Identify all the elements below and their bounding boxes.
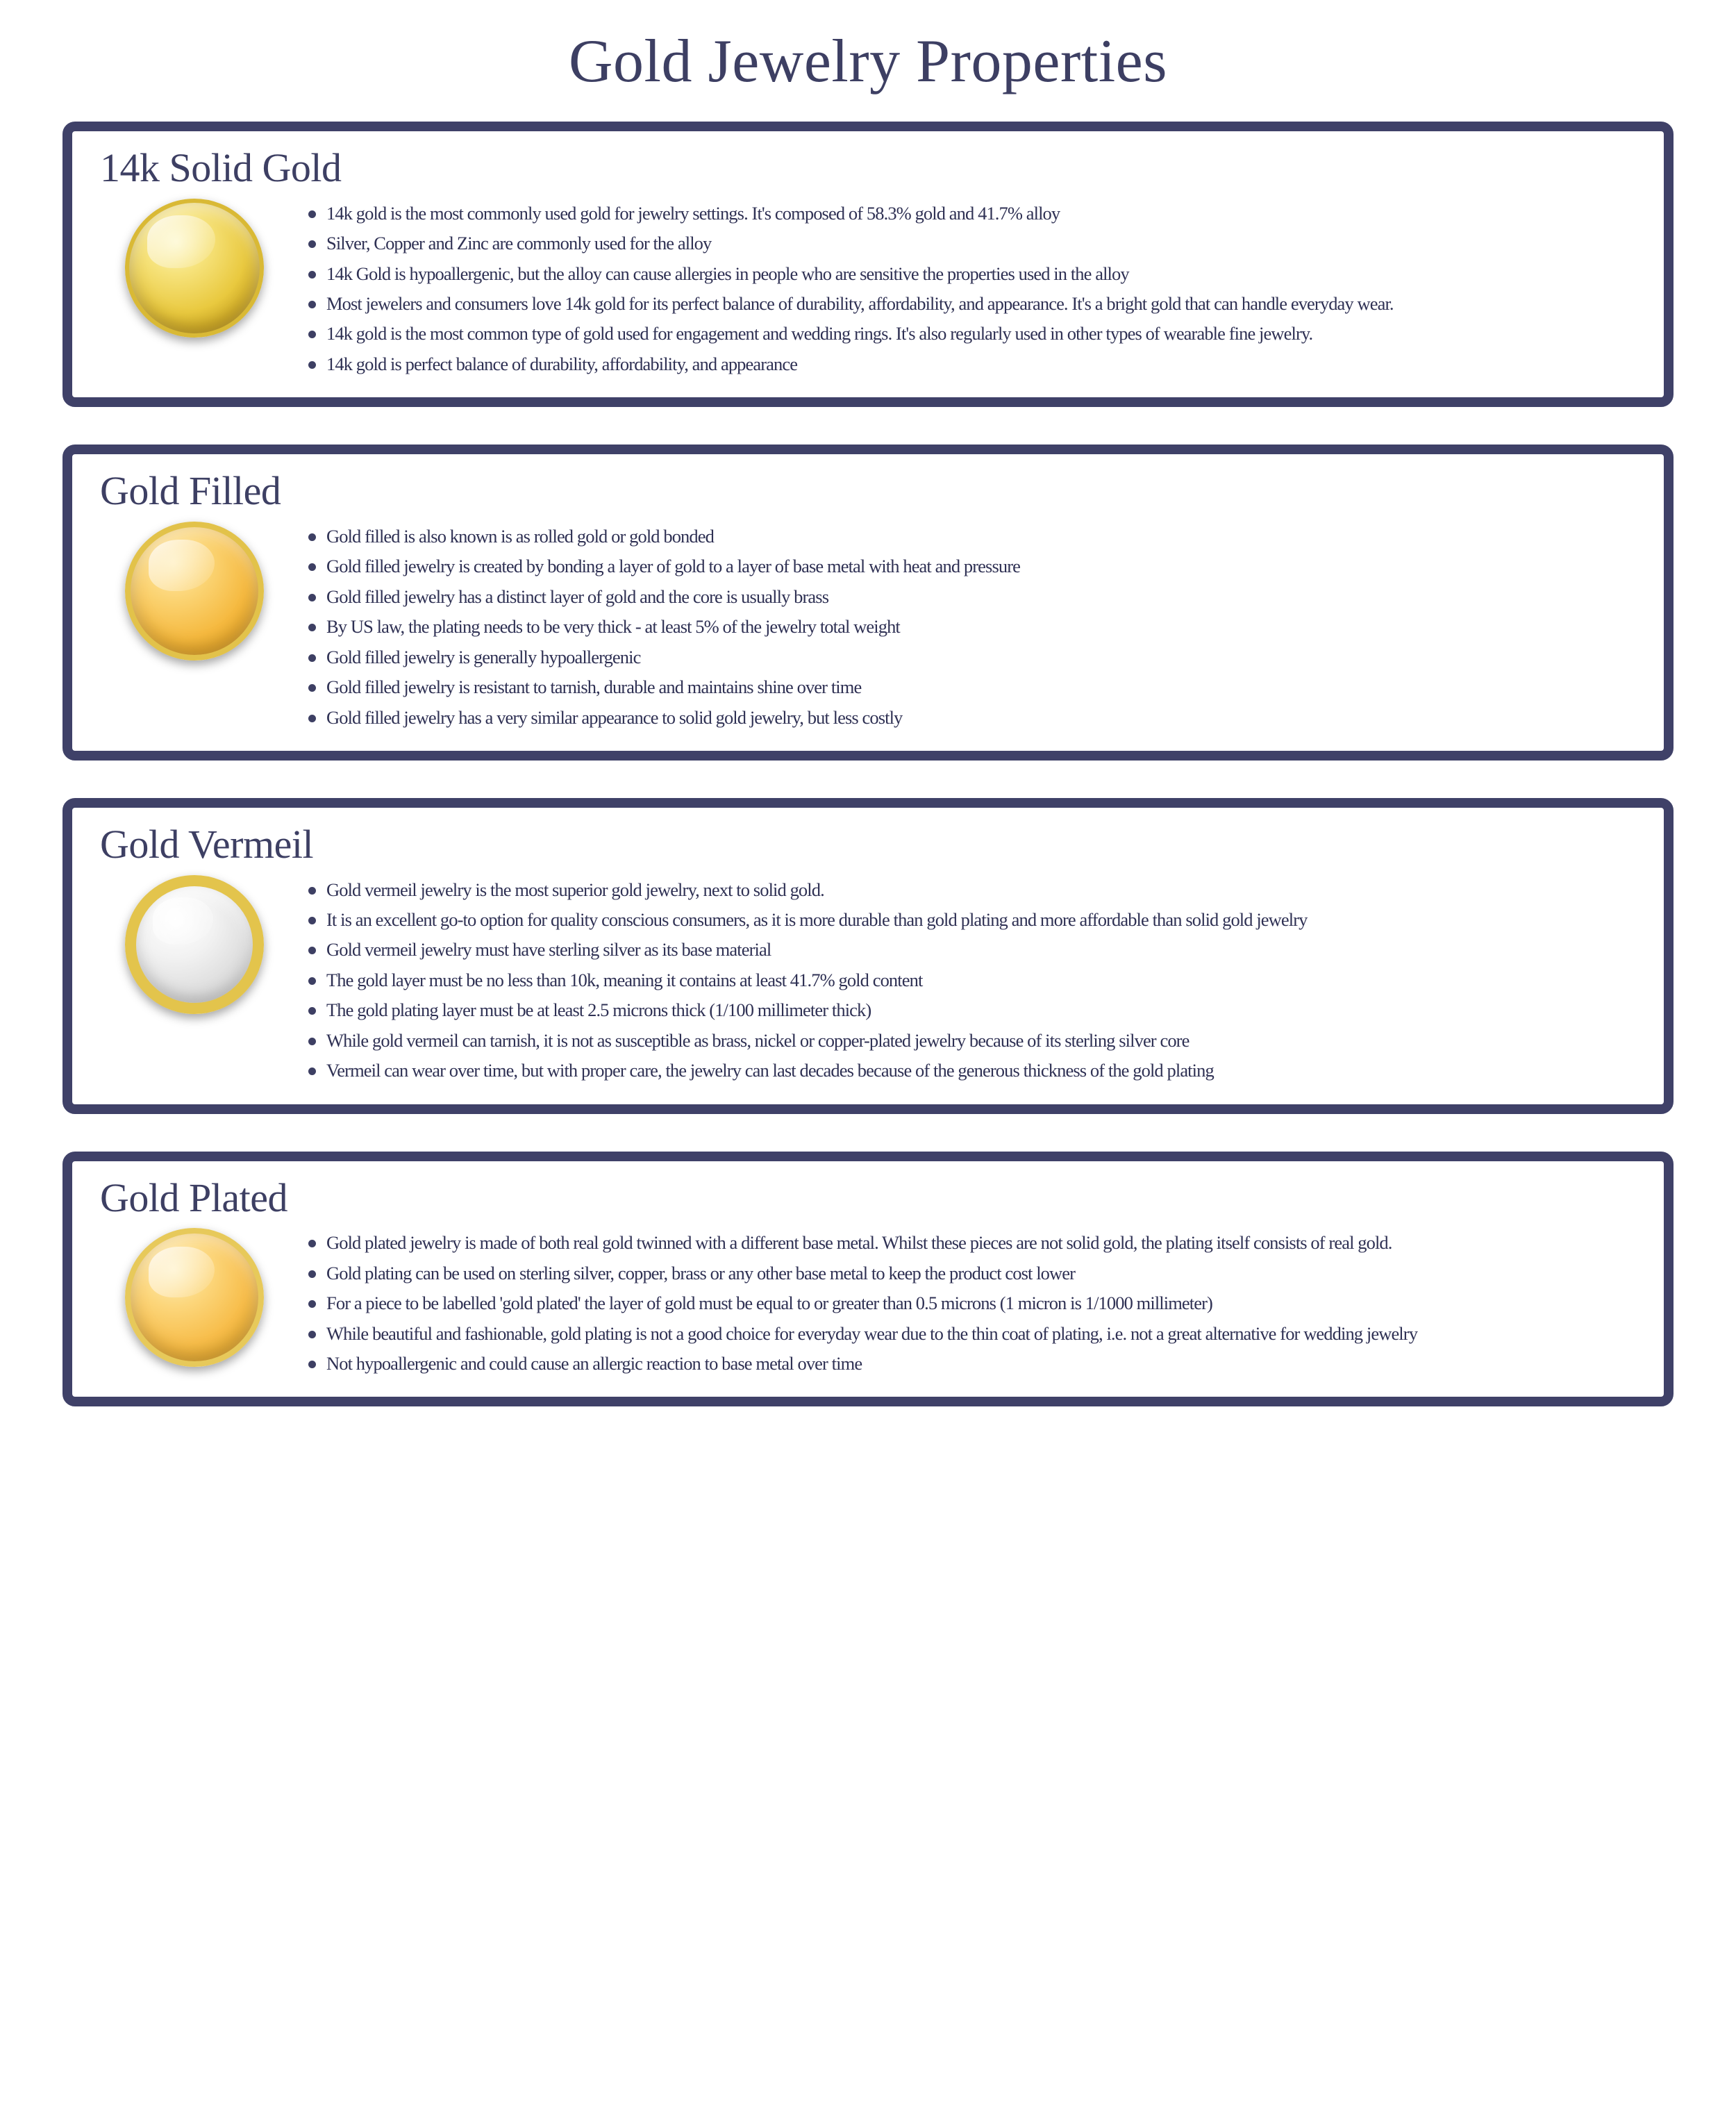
list-item: While beautiful and fashionable, gold plating is not a good choice for everyday wear due to the thin coat of plating, i.e. not a great alternative for wedding jewelry (299, 1322, 1618, 1345)
section-body (90, 1224, 1646, 1381)
bullet-list (299, 1231, 1618, 1375)
section-bullet-column (299, 871, 1646, 1089)
list-item: By US law, the plating needs to be very thick - at least 5% of the jewelry total weight (299, 615, 1618, 638)
list-item: Gold filled jewelry is generally hypoallergenic (299, 645, 1618, 669)
list-item: Gold filled jewelry is resistant to tarnish, durable and maintains shine over time (299, 675, 1618, 699)
list-item: 14k gold is the most common type of gold used for engagement and wedding rings. It's also regularly used in other types of wearable fine jewelry. (299, 322, 1618, 345)
section-body (90, 517, 1646, 736)
list-item: Gold vermeil jewelry must have sterling silver as its base material (299, 938, 1618, 961)
section-icon-column (90, 1224, 299, 1367)
silver-core-gold-rim-coin-icon (125, 875, 264, 1014)
list-item: Silver, Copper and Zinc are commonly used for the alloy (299, 231, 1618, 255)
list-item: It is an excellent go-to option for quality conscious consumers, as it is more durable than gold plating and more affordable than solid gold jewelry (299, 908, 1618, 931)
gold-coin-icon (125, 199, 264, 338)
list-item: Gold filled jewelry has a distinct layer of gold and the core is usually brass (299, 585, 1618, 608)
list-item: Gold plated jewelry is made of both real gold twinned with a different base metal. Whilst these pieces are not solid gold, the plating itself consists of real gold. (299, 1231, 1618, 1254)
section-card-inner (90, 147, 1646, 382)
section-card-14k-solid-gold (62, 122, 1674, 407)
list-item: Gold vermeil jewelry is the most superior gold jewelry, next to solid gold. (299, 878, 1618, 902)
list-item: The gold layer must be no less than 10k, meaning it contains at least 41.7% gold content (299, 968, 1618, 992)
gold-coin-icon (125, 1228, 264, 1367)
section-card-gold-vermeil (62, 798, 1674, 1114)
list-item: 14k gold is perfect balance of durability, affordability, and appearance (299, 352, 1618, 376)
section-title: Gold Vermeil (100, 821, 314, 867)
section-card-gold-filled (62, 445, 1674, 761)
section-icon-column (90, 194, 299, 338)
list-item: 14k gold is the most commonly used gold for jewelry settings. It's composed of 58.3% gold and 41.7% alloy (299, 201, 1618, 225)
bullet-list (299, 524, 1618, 729)
list-item: While gold vermeil can tarnish, it is not as susceptible as brass, nickel or copper-plated jewelry because of its sterling silver core (299, 1029, 1618, 1052)
bullet-list (299, 878, 1618, 1083)
section-bullet-column (299, 194, 1646, 383)
section-icon-column (90, 871, 299, 1014)
list-item: The gold plating layer must be at least 2.5 microns thick (1/100 millimeter thick) (299, 998, 1618, 1022)
section-bullet-column (299, 517, 1646, 736)
list-item: Most jewelers and consumers love 14k gold for its perfect balance of durability, affordability, and appearance. It's a bright gold that can handle everyday wear. (299, 292, 1618, 315)
list-item: Gold plating can be used on sterling silver, copper, brass or any other base metal to keep the product cost lower (299, 1261, 1618, 1285)
list-item: Not hypoallergenic and could cause an allergic reaction to base metal over time (299, 1352, 1618, 1375)
section-title: 14k Solid Gold (100, 145, 342, 190)
page-title: Gold Jewelry Properties (569, 28, 1167, 95)
section-title: Gold Plated (100, 1174, 287, 1220)
list-item: Gold filled is also known is as rolled gold or gold bonded (299, 524, 1618, 548)
sections-container (62, 122, 1674, 1406)
section-bullet-column (299, 1224, 1646, 1381)
list-item: Vermeil can wear over time, but with proper care, the jewelry can last decades because of the generous thickness of the gold plating (299, 1058, 1618, 1082)
bullet-list (299, 201, 1618, 376)
section-card-gold-plated (62, 1152, 1674, 1407)
list-item: Gold filled jewelry has a very similar appearance to solid gold jewelry, but less costly (299, 706, 1618, 729)
section-body (90, 194, 1646, 383)
section-icon-column (90, 517, 299, 661)
list-item: Gold filled jewelry is created by bonding a layer of gold to a layer of base metal with heat and pressure (299, 554, 1618, 578)
section-title: Gold Filled (100, 468, 281, 514)
list-item: For a piece to be labelled 'gold plated' the layer of gold must be equal to or greater than 0.5 microns (1 micron is 1/1000 millimeter) (299, 1291, 1618, 1315)
list-item: 14k Gold is hypoallergenic, but the alloy can cause allergies in people who are sensitive the properties used in the alloy (299, 262, 1618, 285)
gold-coin-icon (125, 522, 264, 661)
section-body (90, 871, 1646, 1089)
section-card-inner (90, 823, 1646, 1089)
section-card-inner (90, 1174, 1646, 1382)
section-card-inner (90, 470, 1646, 736)
document-page (0, 26, 1736, 2110)
